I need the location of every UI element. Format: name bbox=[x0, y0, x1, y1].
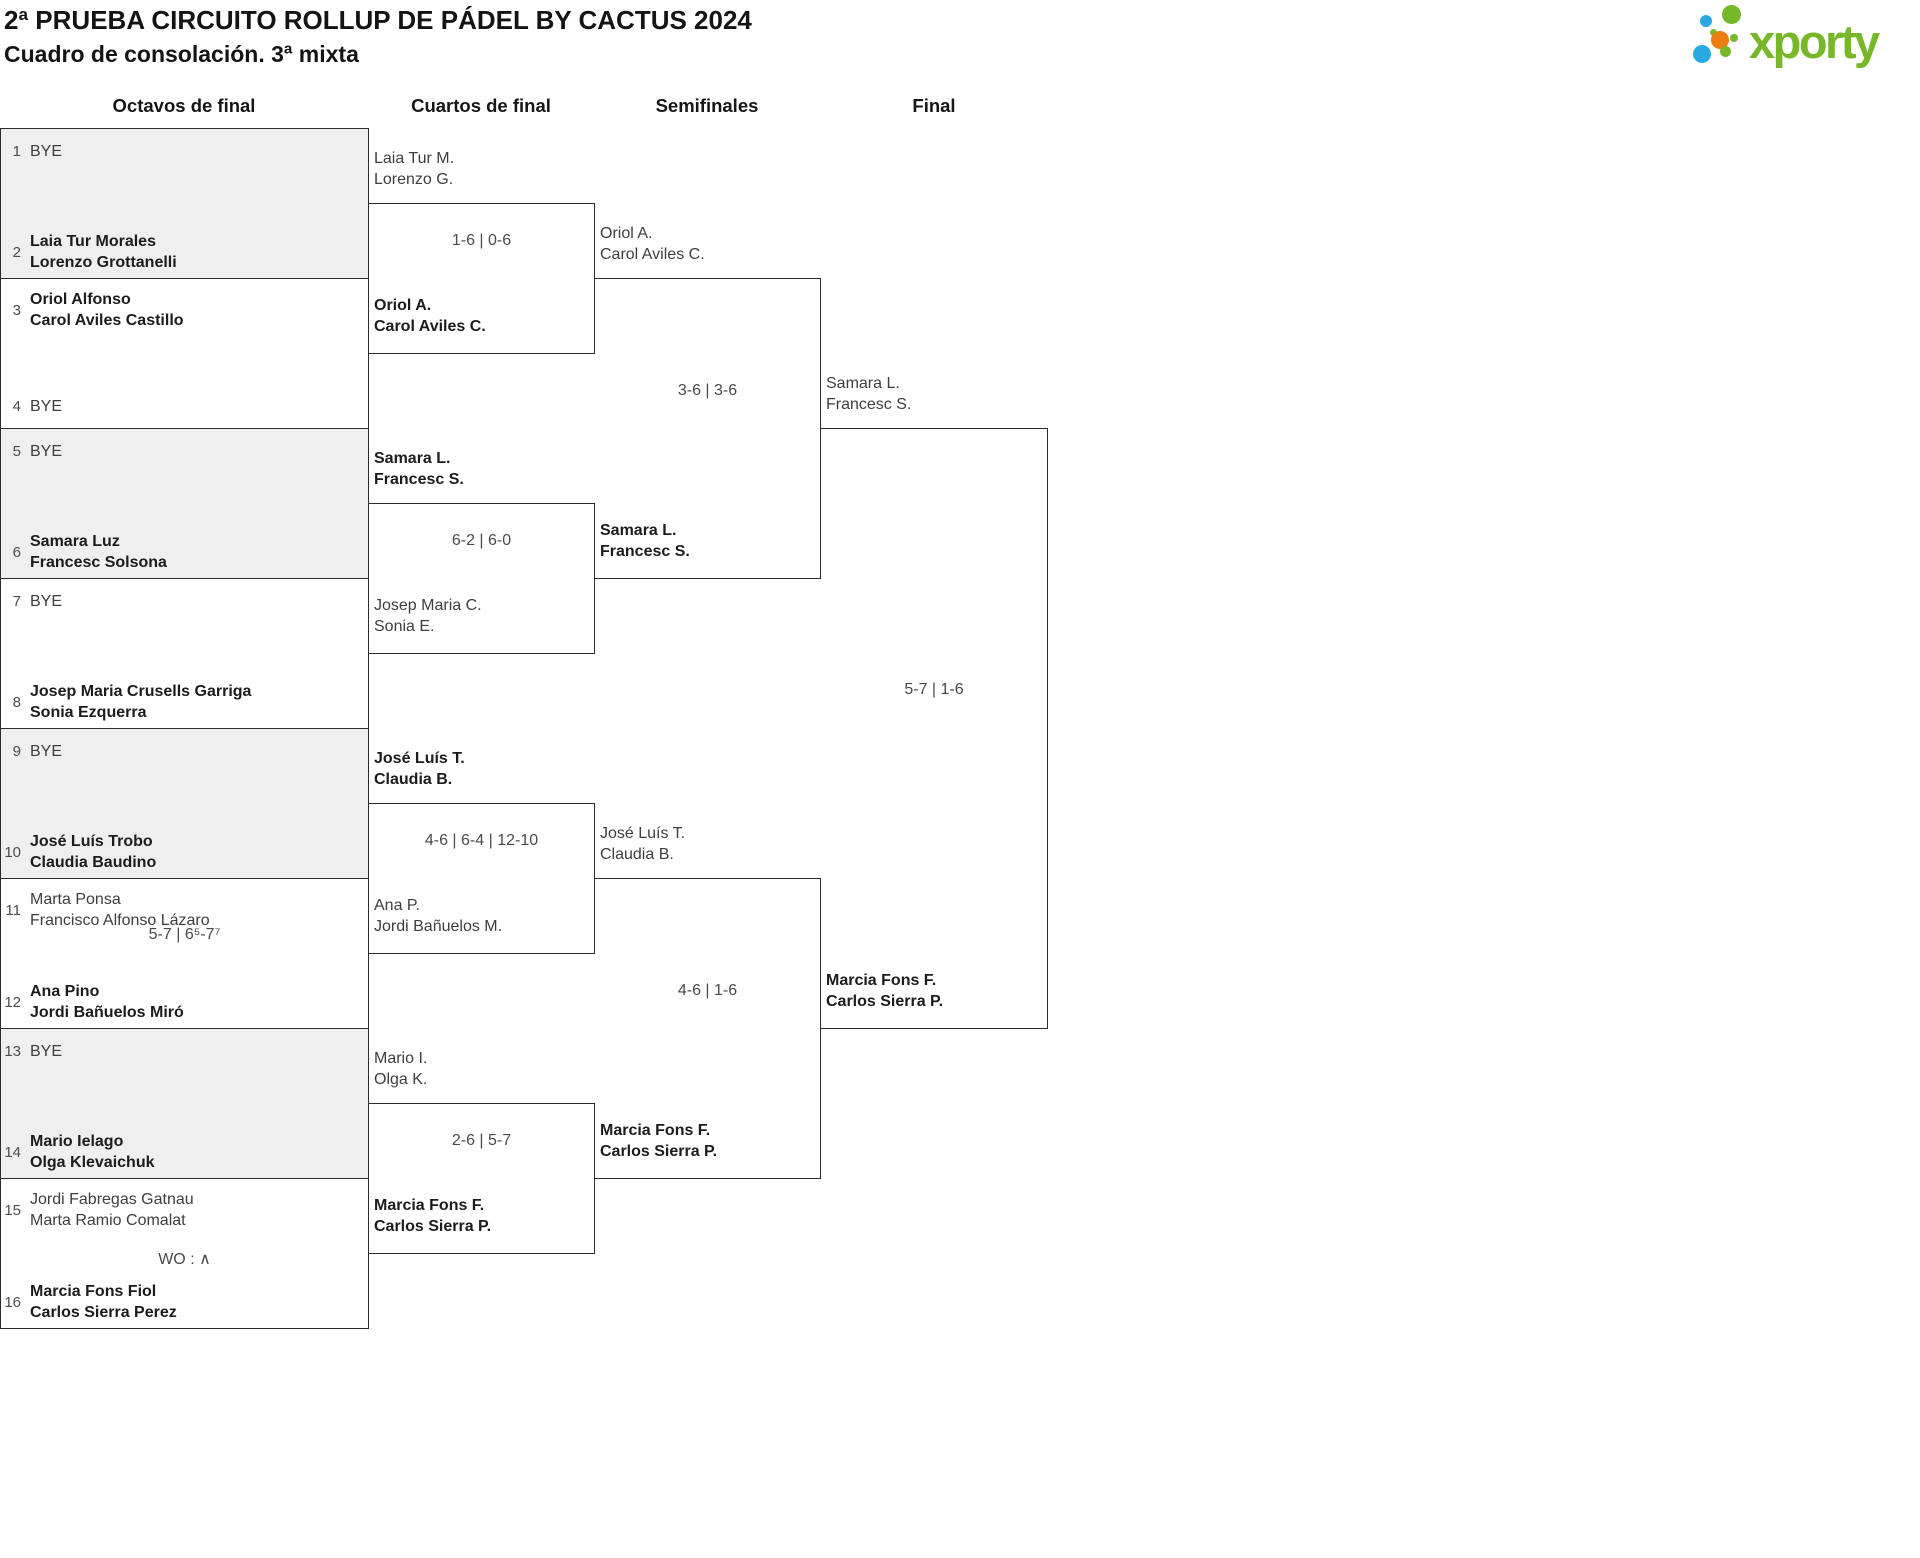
seed-number: 3 bbox=[12, 301, 21, 319]
seed-number: 5 bbox=[12, 443, 21, 460]
match-rect-final bbox=[820, 428, 1048, 1029]
bracket-slot-14 bbox=[0, 1131, 368, 1173]
team-names: Marta Ponsa Francisco Alfonso Lázaro bbox=[30, 891, 210, 929]
seed-number: 10 bbox=[4, 843, 21, 861]
team-names: BYE bbox=[30, 743, 63, 760]
qf2-team-bottom: Josep Maria C. Sonia E. bbox=[374, 597, 482, 635]
team-names: Ana Pino Jordi Bañuelos Miró bbox=[30, 983, 184, 1021]
seed-number: 6 bbox=[12, 543, 21, 561]
round-header-octavos: Octavos de final bbox=[112, 95, 256, 116]
bracket-slot-8 bbox=[0, 681, 368, 723]
team-names: Mario Ielago Olga Klevaichuk bbox=[30, 1133, 155, 1171]
bracket-slot-12 bbox=[0, 981, 368, 1023]
sf1-score: 3-6 | 3-6 bbox=[677, 382, 738, 399]
qf1-team-top: Laia Tur M. Lorenzo G. bbox=[374, 150, 455, 188]
qf2-score: 6-2 | 6-0 bbox=[451, 532, 512, 549]
seed-number: 1 bbox=[12, 143, 21, 160]
team-names: BYE bbox=[30, 443, 63, 460]
team-names: Samara Luz Francesc Solsona bbox=[30, 533, 167, 571]
final-score: 5-7 | 1-6 bbox=[904, 681, 964, 698]
bracket-slot-9 bbox=[0, 741, 368, 762]
qf4-team-bottom: Marcia Fons F. Carlos Sierra P. bbox=[374, 1197, 492, 1235]
bracket-slot-16 bbox=[0, 1281, 368, 1323]
bracket-slot-10 bbox=[0, 831, 368, 873]
team-names: Josep Maria Crusells Garriga Sonia Ezquerra bbox=[30, 683, 252, 721]
bracket-slot-6 bbox=[0, 531, 368, 573]
team-names: Jordi Fabregas Gatnau Marta Ramio Comalat bbox=[30, 1191, 194, 1229]
seed-number: 12 bbox=[4, 993, 21, 1011]
match-score-r16-11-12: 5-7 | 6⁵-7⁷ bbox=[148, 926, 221, 943]
page-subtitle: Cuadro de consolación. 3ª mixta bbox=[4, 41, 359, 67]
team-names: Oriol Alfonso Carol Aviles Castillo bbox=[30, 291, 184, 329]
seed-number: 16 bbox=[4, 1293, 21, 1311]
seed-number: 8 bbox=[12, 693, 21, 711]
match-score-r16-15-16: WO : ∧ bbox=[158, 1251, 211, 1268]
sf2-team-top: José Luís T. Claudia B. bbox=[600, 825, 686, 863]
team-names: BYE bbox=[30, 143, 63, 160]
team-names: Marcia Fons Fiol Carlos Sierra Perez bbox=[30, 1283, 177, 1321]
logo-dot-blue-large bbox=[1693, 45, 1711, 63]
seed-number: 11 bbox=[5, 901, 21, 919]
final-team-top: Samara L. Francesc S. bbox=[826, 375, 912, 413]
seed-number: 14 bbox=[4, 1143, 21, 1161]
seed-number: 9 bbox=[12, 743, 21, 760]
qf3-team-bottom: Ana P. Jordi Bañuelos M. bbox=[374, 897, 503, 935]
logo-text: xporty bbox=[1749, 15, 1878, 68]
qf1-score: 1-6 | 0-6 bbox=[451, 232, 512, 249]
bracket-slot-5 bbox=[0, 441, 368, 462]
logo-dot-green-tiny-2 bbox=[1730, 34, 1738, 42]
qf3-team-top: José Luís T. Claudia B. bbox=[374, 750, 465, 788]
logo-dot-blue-small bbox=[1700, 15, 1712, 27]
bracket-slot-15 bbox=[0, 1189, 368, 1231]
round-header-semifinales: Semifinales bbox=[655, 95, 759, 116]
page-title: 2ª PRUEBA CIRCUITO ROLLUP DE PÁDEL BY CACTUS 2024 bbox=[4, 5, 752, 35]
sf2-team-bottom: Marcia Fons F. Carlos Sierra P. bbox=[600, 1122, 718, 1160]
team-names: BYE bbox=[30, 593, 63, 610]
final-team-bottom: Marcia Fons F. Carlos Sierra P. bbox=[826, 972, 944, 1010]
qf3-score: 4-6 | 6-4 | 12-10 bbox=[424, 832, 539, 849]
sf1-team-bottom: Samara L. Francesc S. bbox=[600, 522, 690, 560]
bracket-slot-2 bbox=[0, 231, 368, 273]
logo-dot-green-large bbox=[1722, 5, 1741, 24]
round-header-cuartos: Cuartos de final bbox=[411, 95, 551, 116]
round-header-final: Final bbox=[912, 95, 956, 116]
sf2-score: 4-6 | 1-6 bbox=[677, 982, 738, 999]
team-names: Laia Tur Morales Lorenzo Grottanelli bbox=[30, 233, 177, 271]
bracket-slot-7 bbox=[0, 591, 368, 612]
qf1-team-bottom: Oriol A. Carol Aviles C. bbox=[374, 297, 486, 335]
seed-number: 7 bbox=[12, 593, 21, 610]
seed-number: 2 bbox=[12, 243, 21, 261]
qf4-team-top: Mario I. Olga K. bbox=[374, 1050, 428, 1088]
seed-number: 15 bbox=[4, 1201, 21, 1219]
team-names: BYE bbox=[30, 1043, 63, 1060]
logo-dot-green-small bbox=[1720, 46, 1731, 57]
bracket-slot-4 bbox=[0, 396, 368, 417]
bracket-slot-1 bbox=[0, 141, 368, 162]
qf2-team-top: Samara L. Francesc S. bbox=[374, 450, 464, 488]
qf4-score: 2-6 | 5-7 bbox=[451, 1132, 512, 1149]
team-names: BYE bbox=[30, 398, 63, 415]
bracket-slot-13 bbox=[0, 1041, 368, 1062]
seed-number: 4 bbox=[12, 398, 21, 415]
sf1-team-top: Oriol A. Carol Aviles C. bbox=[600, 225, 705, 263]
seed-number: 13 bbox=[4, 1043, 21, 1060]
team-names: José Luís Trobo Claudia Baudino bbox=[30, 833, 157, 871]
bracket-slot-3 bbox=[0, 289, 368, 331]
